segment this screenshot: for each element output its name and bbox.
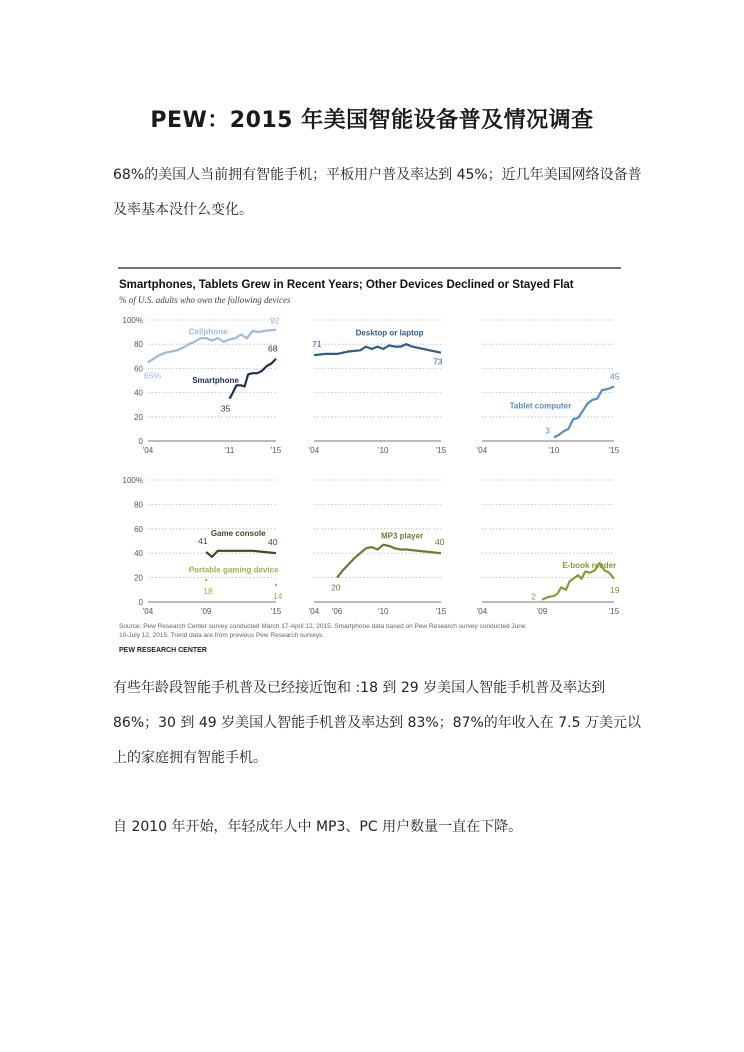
age-paragraph: 有些年龄段智能手机普及已经接近饱和 :18 到 29 岁美国人智能手机普及率达到 86%；30 到 49 岁美国人智能手机普及率达到 83%；87%的年收入在 7.5 万美元以上的家庭拥有智能手机。 <box>113 680 641 766</box>
figure-source-line-1: Source: Pew Research Center survey conducted March 17-April 12, 2015. Smartphone data based on Pew Research survey conducted June <box>119 623 526 630</box>
y-tick-label: 0 <box>138 437 143 446</box>
x-tick-label: '15 <box>270 607 282 616</box>
chart-panel-top-left <box>123 316 282 455</box>
y-tick-label: 20 <box>134 573 143 583</box>
y-tick-label: 100% <box>122 476 143 485</box>
series-end-label: 40 <box>268 537 278 548</box>
x-tick-label: '04 <box>476 446 488 455</box>
y-tick-label: 0 <box>138 598 143 607</box>
y-tick-label: 40 <box>134 549 143 559</box>
x-tick-label: '04 <box>476 607 488 616</box>
x-tick-label: '09 <box>200 607 212 616</box>
x-tick-label: '04 <box>308 607 320 616</box>
series-end-label: 19 <box>610 584 620 595</box>
x-tick-label: '15 <box>608 607 620 616</box>
y-tick-label: 20 <box>134 412 143 422</box>
series-name-label: Smartphone <box>192 375 239 385</box>
series-name-label: Desktop or laptop <box>355 328 424 338</box>
page-title: PEW：2015 年美国智能设备普及情况调查 <box>150 108 594 133</box>
y-tick-label: 40 <box>134 388 143 398</box>
x-tick-label: '04 <box>308 446 320 455</box>
series-end-label: 40 <box>435 537 445 548</box>
series-start-label: 65% <box>144 370 162 381</box>
chart-panel-top-right <box>477 320 620 455</box>
series-name-label: E-book reader <box>562 560 617 570</box>
y-tick-label: 60 <box>134 524 143 534</box>
x-tick-label: '06 <box>331 607 343 616</box>
chart-panel-top-middle <box>309 320 447 455</box>
series-end-label: 68 <box>268 343 278 354</box>
x-tick-label: '10 <box>548 446 560 455</box>
series-line-game-console <box>206 551 276 557</box>
series-line-tablet-computer <box>554 387 614 438</box>
series-start-label: 35 <box>220 403 231 414</box>
figure-subheading: % of U.S. adults who own the following devices <box>119 295 291 305</box>
figure-source-line-2: 10-July 12, 2015. Trend data are from previous Pew Research surveys. <box>119 632 325 639</box>
y-tick-label: 60 <box>134 364 143 374</box>
x-tick-label: '11 <box>224 446 235 455</box>
series-name-label: Game console <box>210 529 266 539</box>
intro-paragraph: 68%的美国人当前拥有智能手机；平板用户普及率达到 45%；近几年美国网络设备普及率基本没什么变化。 <box>113 167 642 218</box>
series-name-label: Cellphone <box>188 327 228 337</box>
series-line-desktop-or-laptop <box>314 344 441 355</box>
chart-panel-bottom-right <box>477 480 620 616</box>
mp3-pc-paragraph: 自 2010 年开始，年轻成年人中 MP3、PC 用户数量一直在下降。 <box>113 819 523 835</box>
x-tick-label: '15 <box>435 607 447 616</box>
series-start-label: 41 <box>198 535 208 546</box>
x-tick-label: '04 <box>142 607 154 616</box>
x-tick-label: '10 <box>378 607 389 616</box>
x-tick-label: '15 <box>435 446 447 455</box>
series-point <box>205 579 207 581</box>
series-start-label: 3 <box>545 425 550 436</box>
figure-heading: Smartphones, Tablets Grew in Recent Years; Other Devices Declined or Stayed Flat <box>119 279 574 291</box>
chart-panel-bottom-left <box>123 476 283 616</box>
x-tick-label: '15 <box>270 446 282 455</box>
series-line-mp3-player <box>337 545 441 578</box>
series-name-label: Tablet computer <box>509 401 572 411</box>
x-tick-label: '04 <box>142 446 154 455</box>
series-end-label: 14 <box>273 590 283 601</box>
x-tick-label: '10 <box>378 446 389 455</box>
series-point <box>275 584 277 586</box>
series-start-label: 20 <box>331 582 341 593</box>
series-start-label: 18 <box>203 586 213 597</box>
y-tick-label: 80 <box>134 340 143 350</box>
series-end-label: 73 <box>433 356 443 367</box>
series-name-label: Portable gaming device <box>188 565 279 575</box>
chart-panel-bottom-middle <box>309 480 447 616</box>
y-tick-label: 80 <box>134 500 143 510</box>
device-ownership-figure <box>118 266 624 656</box>
series-end-label: 45 <box>610 371 620 382</box>
series-name-label: MP3 player <box>380 531 424 541</box>
charts-svg <box>118 266 624 656</box>
x-tick-label: '15 <box>608 446 620 455</box>
series-end-label: 92 <box>270 315 280 326</box>
y-tick-label: 100% <box>122 316 143 325</box>
x-tick-label: '09 <box>536 607 548 616</box>
series-start-label: 71 <box>312 339 322 350</box>
pew-logo: PEW RESEARCH CENTER <box>119 647 207 654</box>
series-start-label: 2 <box>531 591 536 602</box>
